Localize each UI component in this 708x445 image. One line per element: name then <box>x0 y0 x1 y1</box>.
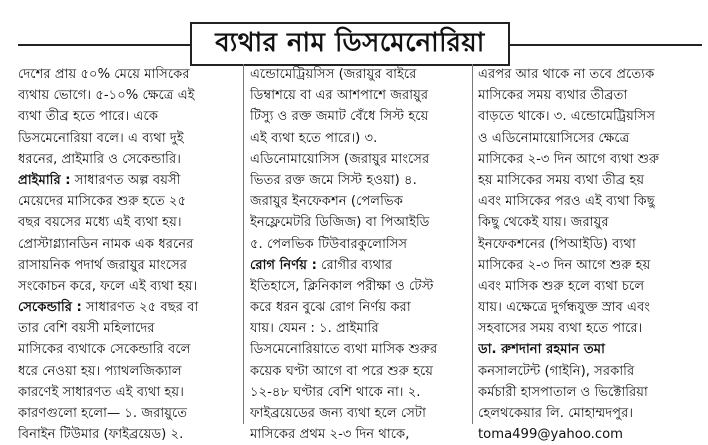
line-text: বছর বয়সের মধ্যে এই ব্যথা হয়। <box>18 215 182 231</box>
text-line <box>18 64 240 85</box>
text-line <box>478 382 702 403</box>
text-line <box>250 255 468 276</box>
text-line <box>18 191 240 212</box>
line-text: তার বেশি বয়সী মহিলাদের <box>18 321 155 337</box>
bold-heading: ডা. রুশদানা রহমান তমা <box>478 342 605 358</box>
text-line <box>478 255 702 276</box>
text-line <box>18 403 240 424</box>
line-text: দেশের প্রায় ৫০% মেয়ে মাসিকের <box>18 67 190 82</box>
line-text: এবং মাসিক শুরু হলে ব্যথা চলে <box>478 278 645 294</box>
line-text: ডিসমেনোরিয়া বলে। এ ব্যথা দুই <box>18 130 184 146</box>
bold-heading: রোগ নির্ণয় : <box>250 257 317 273</box>
line-text: বিনাইন টিউমার (ফাইব্রয়েড) ২. <box>18 427 184 443</box>
line-text: মাসিকের ২-৩ দিন আগে শুরু হয় <box>478 257 651 273</box>
text-line <box>18 382 240 403</box>
line-text: সংকোচন করে, ফলে এই ব্যথা হয়। <box>18 278 198 294</box>
line-text: কিছু থেকেই যায়। জরায়ুর <box>478 215 609 231</box>
line-text: ব্যথায় ভোগে। ৫-১০% ক্ষেত্রে এই <box>18 88 195 104</box>
bold-heading: প্রাইমারি : <box>18 172 71 188</box>
article-column-1 <box>18 64 240 445</box>
line-text: এবং মাসিকের পরও এই ব্যথা কিছু <box>478 194 655 210</box>
line-text: সাধারণত ২৫ বছর বা <box>81 300 199 316</box>
text-line <box>250 318 468 339</box>
line-text: ব্যথা তীব্র হতে পারে। একে <box>18 109 159 125</box>
line-text: বাড়তে থাকে। ৩. এন্ডোমেট্রিয়সিস <box>478 109 656 125</box>
line-text: কারণেই সাধারণত এই ব্যথা হয়। <box>18 384 184 400</box>
line-text: সাধারণত অল্প বয়সী <box>70 172 181 188</box>
text-line <box>478 297 702 318</box>
text-line <box>18 297 240 318</box>
text-line <box>250 234 468 255</box>
title-rule-right <box>510 44 702 46</box>
line-text: করে ধরন বুঝে রোগ নির্ণয় করা <box>250 300 411 316</box>
line-text: প্রোস্টাগ্ল্যানডিন নামক এক ধরনের <box>18 236 194 252</box>
text-line <box>18 424 240 445</box>
line-text: ডিসমেনোরিয়াতে ব্যথা মাসিক শুরুর <box>250 342 438 358</box>
text-line <box>18 318 240 339</box>
text-line <box>478 361 702 382</box>
text-line <box>250 297 468 318</box>
text-line <box>18 106 240 127</box>
line-text: যায়। যেমন : ১. প্রাইমারি <box>250 321 379 337</box>
text-line <box>478 234 702 255</box>
text-line <box>478 170 702 191</box>
line-text: কারণগুলো হলো— ১. জরায়ুতে <box>18 406 188 421</box>
headline-box <box>190 22 510 66</box>
line-text: ডিম্বাশয়ে বা এর আশপাশে জরায়ুর <box>250 88 429 104</box>
text-line <box>478 318 702 339</box>
line-text: ইনফেকশনের (পিআইডি) ব্যথা <box>478 236 636 252</box>
text-line <box>478 424 702 445</box>
text-line <box>18 276 240 297</box>
text-line <box>478 403 702 424</box>
text-line <box>250 64 468 85</box>
line-text: মেয়েদের মাসিকের শুরু হতে ২৫ <box>18 194 187 210</box>
text-line <box>18 128 240 149</box>
text-line <box>250 276 468 297</box>
line-text: রোগীর ব্যথার <box>316 257 393 273</box>
text-line <box>18 170 240 191</box>
headline: ব্যথার নাম ডিসমেনোরিয়া <box>215 28 485 58</box>
line-text: ফাইব্রয়েডের জন্য ব্যথা হলে সেটা <box>250 406 426 421</box>
text-line <box>250 170 468 191</box>
text-line <box>250 149 468 170</box>
line-text: ভিতর রক্ত জমে সিস্ট হওয়া) ৪. <box>250 172 417 188</box>
line-text: কর্মচারী হাসপাতাল ও ভিক্টোরিয়া <box>478 384 648 400</box>
text-line <box>478 128 702 149</box>
text-line <box>478 64 702 85</box>
text-line <box>478 191 702 212</box>
line-text: হয় মাসিকের সময় ব্যথা তীব্র হয় <box>478 172 645 188</box>
text-line <box>250 403 468 424</box>
text-line <box>478 149 702 170</box>
text-line <box>250 339 468 360</box>
text-line <box>18 361 240 382</box>
line-text: রাসায়নিক পদার্থ জরায়ুর মাংসের <box>18 257 188 273</box>
line-text: ৫. পেলভিক টিউবারকুলোসিস <box>250 236 408 252</box>
text-line <box>18 212 240 233</box>
text-line <box>478 106 702 127</box>
text-line <box>250 382 468 403</box>
line-text: এরপর আর থাকে না তবে প্রত্যেক <box>478 67 655 82</box>
article-column-3 <box>478 64 702 445</box>
line-text: ১২-৪৮ ঘণ্টার বেশি থাকে না। ২. <box>250 384 421 400</box>
text-line <box>478 85 702 106</box>
line-text: যায়। এক্ষেত্রে দুর্গন্ধযুক্ত স্রাব এবং <box>478 300 651 316</box>
text-line <box>250 212 468 233</box>
line-text: এই ব্যথা হতে পারে।) ৩. <box>250 130 378 146</box>
line-text: জরায়ুর ইনফেকশন (পেলভিক <box>250 194 403 210</box>
text-line <box>250 424 468 445</box>
text-line <box>250 191 468 212</box>
text-line <box>250 85 468 106</box>
text-line <box>478 339 702 360</box>
text-line <box>250 361 468 382</box>
line-text: মাসিকের ২-৩ দিন আগে ব্যথা শুরু <box>478 151 660 167</box>
text-line <box>18 255 240 276</box>
article-column-2 <box>250 64 468 445</box>
bold-heading: সেকেন্ডারি : <box>18 300 82 316</box>
line-text: ইতিহাসে, ক্লিনিকাল পরীক্ষা ও টেস্ট <box>250 278 434 294</box>
line-text: ধরনের, প্রাইমারি ও সেকেন্ডারি। <box>18 151 181 167</box>
line-text: সহবাসের সময় ব্যথা হতে পারে। <box>478 321 643 337</box>
column-divider-2 <box>472 64 473 424</box>
text-line <box>18 339 240 360</box>
text-line <box>250 106 468 127</box>
line-text: মাসিকের ব্যথাকে সেকেন্ডারি বলে <box>18 342 191 358</box>
line-text: মাসিকের প্রথম ২-৩ দিন থাকে, <box>250 427 410 443</box>
line-text: টিস্যু ও রক্ত জমাট বেঁধে সিস্ট হয়ে <box>250 109 429 125</box>
line-text: toma499@yahoo.com <box>478 427 624 443</box>
text-line <box>478 212 702 233</box>
line-text: ও এডিনোমায়োসিসের ক্ষেত্রে <box>478 130 630 146</box>
title-rule-left <box>18 44 190 46</box>
line-text: কনসালটেন্ট (গাইনি), সরকারি <box>478 363 635 379</box>
line-text: মাসিকের সময় ব্যথার তীব্রতা <box>478 88 628 104</box>
column-divider-1 <box>243 64 244 424</box>
text-line <box>18 234 240 255</box>
line-text: এন্ডোমেট্রিয়সিস (জরায়ুর বাইরে <box>250 67 417 82</box>
text-line <box>18 85 240 106</box>
text-line <box>478 276 702 297</box>
text-line <box>250 128 468 149</box>
text-line <box>18 149 240 170</box>
line-text: ইনফ্লেমেটরি ডিজিজ) বা পিআইডি <box>250 215 430 231</box>
line-text: এডিনোমায়োসিস (জরায়ুর মাংসের <box>250 151 430 167</box>
line-text: কয়েক ঘণ্টা আগে বা পরে শুরু হয়ে <box>250 363 434 379</box>
line-text: ধরে নেওয়া হয়। প্যাথলজিক্যাল <box>18 363 182 379</box>
line-text: হেলথকেয়ার লি. মোহাম্মদপুর। <box>478 406 634 421</box>
